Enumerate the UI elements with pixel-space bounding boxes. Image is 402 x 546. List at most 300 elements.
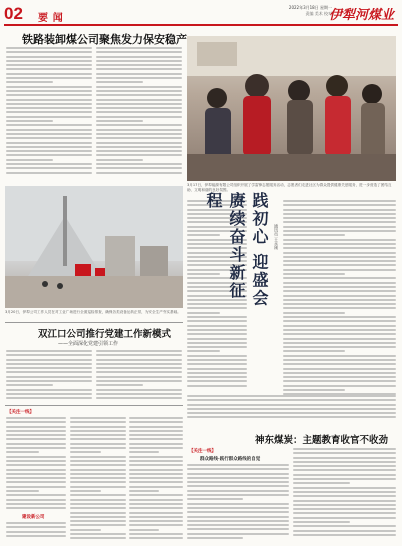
text-line: [96, 146, 182, 148]
text-line: [96, 150, 182, 152]
text-line: [129, 503, 183, 505]
text-line: [6, 167, 92, 169]
text-line: [6, 350, 92, 352]
text-line: [187, 520, 289, 522]
bottom-body-col2: [70, 417, 126, 542]
text-line: [129, 426, 183, 428]
text-line: [293, 469, 396, 471]
text-line: [129, 507, 183, 509]
text-line: [96, 154, 182, 156]
feature-vertical-headline: 践初心 迎盛会 赓续奋斗新征程: [204, 192, 269, 308]
text-line: [96, 167, 182, 169]
text-line: [187, 234, 220, 236]
text-line: [6, 163, 92, 165]
text-line: [187, 359, 247, 361]
text-line: [293, 508, 396, 510]
text-line: [283, 290, 396, 292]
text-line: [187, 355, 247, 357]
article-headline-middle: 双江口公司推行党建工作新模式: [38, 329, 172, 340]
text-line: [283, 221, 396, 223]
text-line: [129, 537, 183, 539]
text-line: [187, 494, 289, 496]
text-line: [96, 163, 182, 165]
text-line: [187, 490, 289, 492]
text-line: [293, 465, 396, 467]
text-line: [293, 530, 396, 532]
text-line: [187, 303, 247, 305]
text-line: [6, 90, 92, 92]
text-line: [70, 473, 126, 475]
text-line: [6, 146, 92, 148]
text-line: [187, 376, 247, 378]
text-line: [6, 94, 92, 96]
text-line: [6, 367, 92, 369]
article-body-middle-col2: [96, 350, 182, 402]
article-subhead-middle: ——全面深化党建引领工作: [58, 341, 119, 347]
text-line: [187, 380, 247, 382]
text-line: [283, 346, 396, 348]
bottom-body-col3: [129, 417, 183, 542]
text-line: [293, 461, 396, 463]
text-line: [129, 481, 183, 483]
text-line: [293, 521, 350, 523]
text-line: [6, 47, 92, 49]
text-line: [283, 363, 396, 365]
text-line: [187, 498, 243, 500]
feature-vertical-byline: 通讯员 王永刚: [274, 224, 279, 250]
text-line: [187, 363, 247, 365]
text-line: [129, 451, 159, 453]
text-line: [283, 368, 396, 370]
text-line: [283, 234, 345, 236]
text-line: [96, 354, 182, 356]
text-line: [70, 434, 126, 436]
text-line: [6, 507, 66, 509]
text-line: [129, 533, 183, 535]
text-line: [6, 503, 66, 505]
text-line: [70, 516, 126, 518]
text-line: [293, 482, 350, 484]
text-line: [96, 124, 182, 126]
text-line: [293, 491, 396, 493]
text-line: [6, 380, 92, 382]
text-line: [6, 77, 92, 79]
text-line: [70, 499, 126, 501]
text-line: [129, 494, 183, 496]
text-line: [6, 56, 92, 58]
text-line: [283, 286, 396, 288]
text-line: [70, 512, 126, 514]
text-line: [96, 107, 182, 109]
page-number: 02: [4, 4, 23, 23]
text-line: [6, 172, 92, 174]
text-line: [129, 520, 183, 522]
text-line: [96, 137, 182, 139]
text-line: [283, 295, 396, 297]
text-line: [187, 273, 220, 275]
text-line: [283, 316, 396, 318]
text-line: [6, 490, 39, 492]
text-line: [96, 51, 182, 53]
text-line: [6, 111, 92, 113]
text-line: [6, 499, 66, 501]
bottom-right-body-col1: [187, 464, 289, 542]
text-line: [70, 494, 126, 496]
text-line: [283, 239, 396, 241]
text-line: [6, 469, 66, 471]
text-line: [129, 421, 183, 423]
text-line: [283, 264, 396, 266]
text-line: [293, 478, 396, 480]
text-line: [96, 56, 182, 58]
text-line: [70, 430, 126, 432]
text-line: [6, 481, 66, 483]
text-line: [129, 430, 183, 432]
text-line: [187, 481, 289, 483]
text-line: [6, 397, 92, 399]
text-line: [96, 172, 182, 174]
text-line: [187, 395, 396, 397]
text-line: [96, 380, 182, 382]
text-line: [96, 77, 182, 79]
text-line: [6, 159, 53, 161]
text-line: [129, 529, 159, 531]
text-line: [6, 154, 92, 156]
article-headline-bottom-right: 神东煤炭：主题教育收官不收劲: [255, 435, 389, 446]
photo-industrial-site: [5, 186, 183, 308]
feature-body-bottom: [187, 395, 396, 423]
article-body-top-col1: [6, 47, 92, 179]
text-line: [283, 243, 396, 245]
text-line: [129, 524, 183, 526]
text-line: [70, 421, 126, 423]
text-line: [96, 142, 182, 144]
bottom-box-subtitle: 建设新公司: [22, 515, 45, 520]
text-line: [187, 408, 396, 410]
text-line: [6, 86, 92, 88]
text-line: [293, 452, 396, 454]
text-line: [283, 209, 396, 211]
text-line: [283, 359, 396, 361]
text-line: [6, 526, 66, 528]
text-line: [70, 443, 126, 445]
text-line: [283, 260, 396, 262]
text-line: [6, 124, 92, 126]
text-line: [187, 312, 220, 314]
text-line: [187, 528, 289, 530]
text-line: [96, 359, 182, 361]
text-line: [96, 363, 182, 365]
text-line: [293, 448, 396, 450]
header-rule: [4, 24, 398, 26]
section-title: 要 闻: [38, 13, 64, 24]
text-line: [187, 464, 289, 466]
text-line: [96, 371, 182, 373]
text-line: [6, 371, 92, 373]
divider: [5, 405, 183, 406]
text-line: [187, 333, 247, 335]
text-line: [6, 64, 92, 66]
text-line: [6, 426, 66, 428]
text-line: [283, 256, 396, 258]
text-line: [129, 417, 183, 419]
text-line: [6, 535, 66, 537]
text-line: [6, 473, 66, 475]
photo-volunteers: [187, 36, 396, 181]
text-line: [129, 434, 183, 436]
text-line: [6, 60, 92, 62]
text-line: [6, 68, 92, 70]
text-line: [129, 512, 183, 514]
text-line: [129, 516, 183, 518]
text-line: [129, 486, 183, 488]
text-line: [283, 247, 396, 249]
text-line: [283, 307, 396, 309]
text-line: [96, 111, 182, 113]
text-line: [96, 159, 143, 161]
text-line: [129, 469, 183, 471]
text-line: [6, 393, 92, 395]
text-line: [283, 329, 396, 331]
text-line: [70, 456, 126, 458]
masthead: 伊犁河煤业: [328, 7, 394, 22]
text-line: [96, 103, 182, 105]
text-line: [283, 389, 345, 391]
text-line: [6, 359, 92, 361]
text-line: [96, 376, 182, 378]
text-line: [70, 503, 126, 505]
text-line: [6, 531, 66, 533]
article-body-middle-col1: [6, 350, 92, 402]
text-line: [187, 537, 243, 539]
text-line: [6, 451, 39, 453]
text-line: [187, 468, 289, 470]
text-line: [6, 99, 92, 101]
edit-line: 责编 美术 校对: [305, 11, 332, 16]
text-line: [293, 474, 396, 476]
text-line: [6, 142, 92, 144]
text-line: [70, 438, 126, 440]
text-line: [187, 320, 247, 322]
text-line: [6, 120, 53, 122]
text-line: [187, 342, 247, 344]
text-line: [6, 486, 66, 488]
text-line: [187, 329, 247, 331]
text-line: [187, 477, 289, 479]
text-line: [283, 355, 396, 357]
text-line: [70, 481, 126, 483]
text-line: [6, 447, 66, 449]
text-line: [6, 133, 92, 135]
text-line: [283, 299, 396, 301]
text-line: [283, 385, 396, 387]
text-line: [293, 512, 396, 514]
text-line: [6, 522, 66, 524]
text-line: [187, 516, 289, 518]
text-line: [283, 380, 396, 382]
text-line: [187, 325, 247, 327]
text-line: [6, 456, 66, 458]
text-line: [293, 487, 396, 489]
text-line: [96, 81, 143, 83]
text-line: [283, 303, 396, 305]
text-line: [6, 73, 92, 75]
text-line: [187, 511, 289, 513]
text-line: [96, 389, 182, 391]
text-line: [187, 385, 247, 387]
text-line: [70, 490, 101, 492]
text-line: [283, 325, 396, 327]
text-line: [6, 460, 66, 462]
text-line: [6, 434, 66, 436]
text-line: [96, 397, 182, 399]
text-line: [96, 133, 182, 135]
text-line: [6, 464, 66, 466]
text-line: [70, 464, 126, 466]
text-line: [187, 368, 247, 370]
text-line: [70, 529, 101, 531]
text-line: [6, 116, 92, 118]
text-line: [187, 399, 396, 401]
text-line: [129, 477, 183, 479]
text-line: [6, 150, 92, 152]
text-line: [6, 376, 92, 378]
text-line: [283, 204, 396, 206]
bottom-body-col1b: [6, 522, 66, 542]
text-line: [187, 412, 396, 414]
text-line: [6, 421, 66, 423]
text-line: [283, 372, 396, 374]
text-line: [70, 537, 126, 539]
bottom-right-box-subtitle: 群众路线·践行群众路线的自觉: [200, 457, 261, 462]
text-line: [6, 363, 92, 365]
text-line: [293, 504, 396, 506]
text-line: [283, 273, 345, 275]
text-line: [283, 312, 345, 314]
text-line: [187, 346, 247, 348]
text-line: [70, 507, 126, 509]
text-line: [6, 389, 92, 391]
text-line: [187, 350, 220, 352]
text-line: [187, 404, 396, 406]
text-line: [129, 464, 183, 466]
text-line: [6, 443, 66, 445]
feature-body-col2: [283, 200, 396, 400]
text-line: [187, 473, 289, 475]
text-line: [283, 282, 396, 284]
divider: [5, 322, 183, 323]
text-line: [70, 486, 126, 488]
text-line: [6, 438, 66, 440]
text-line: [96, 94, 182, 96]
text-line: [187, 507, 289, 509]
text-line: [293, 517, 396, 519]
text-line: [187, 307, 247, 309]
text-line: [96, 64, 182, 66]
text-line: [6, 384, 53, 386]
text-line: [129, 456, 183, 458]
text-line: [293, 495, 396, 497]
text-line: [283, 213, 396, 215]
text-line: [283, 320, 396, 322]
text-line: [283, 252, 396, 254]
text-line: [96, 120, 143, 122]
text-line: [70, 451, 101, 453]
text-line: [283, 217, 396, 219]
text-line: [129, 460, 183, 462]
text-line: [70, 447, 126, 449]
text-line: [70, 520, 126, 522]
bottom-box-title: 【关注一线】: [7, 410, 34, 415]
text-line: [283, 200, 396, 202]
text-line: [70, 460, 126, 462]
text-line: [6, 129, 92, 131]
text-line: [6, 477, 66, 479]
text-line: [129, 438, 183, 440]
text-line: [283, 226, 396, 228]
text-line: [293, 500, 396, 502]
text-line: [293, 534, 396, 536]
photo-industrial-caption: 3月20日，伊犁公司工作人员在对工业广场进行全面巡检排查，确保各类设备运转正常，为安全生产夯实基础。: [5, 310, 181, 314]
text-line: [129, 490, 159, 492]
text-line: [96, 60, 182, 62]
text-line: [187, 533, 289, 535]
article-body-top-col2: [96, 47, 182, 179]
text-line: [96, 99, 182, 101]
text-line: [96, 68, 182, 70]
dateline: 2022年3月18日 星期一: [288, 5, 332, 10]
text-line: [6, 354, 92, 356]
text-line: [96, 90, 182, 92]
text-line: [70, 417, 126, 419]
photo-volunteers-caption: 3月17日，伊犁能源有限公司组织开展了学雷锋志愿服务活动，志愿者们走进社区为群众提供健康关爱服务，进一步营造了团结互助、文明和谐的良好氛围。: [187, 183, 392, 192]
text-line: [283, 333, 396, 335]
text-line: [96, 47, 182, 49]
text-line: [187, 503, 289, 505]
text-line: [6, 107, 92, 109]
text-line: [70, 426, 126, 428]
text-line: [283, 230, 396, 232]
text-line: [70, 524, 126, 526]
text-line: [96, 116, 182, 118]
bottom-right-box-title: 【关注一线】: [189, 449, 216, 454]
text-line: [96, 129, 182, 131]
text-line: [283, 350, 345, 352]
text-line: [283, 277, 396, 279]
bottom-body-col1: [6, 417, 66, 513]
text-line: [96, 367, 182, 369]
text-line: [96, 393, 182, 395]
text-line: [96, 86, 182, 88]
text-line: [70, 533, 126, 535]
text-line: [129, 499, 183, 501]
text-line: [129, 443, 183, 445]
article-headline-top: 铁路装卸煤公司聚焦发力保安稳产: [22, 33, 187, 46]
text-line: [6, 494, 66, 496]
text-line: [293, 525, 396, 527]
text-line: [293, 457, 396, 459]
text-line: [187, 316, 247, 318]
text-line: [283, 269, 396, 271]
text-line: [6, 81, 53, 83]
text-line: [6, 103, 92, 105]
text-line: [129, 473, 183, 475]
text-line: [70, 477, 126, 479]
text-line: [6, 430, 66, 432]
text-line: [283, 338, 396, 340]
text-line: [6, 51, 92, 53]
text-line: [70, 469, 126, 471]
